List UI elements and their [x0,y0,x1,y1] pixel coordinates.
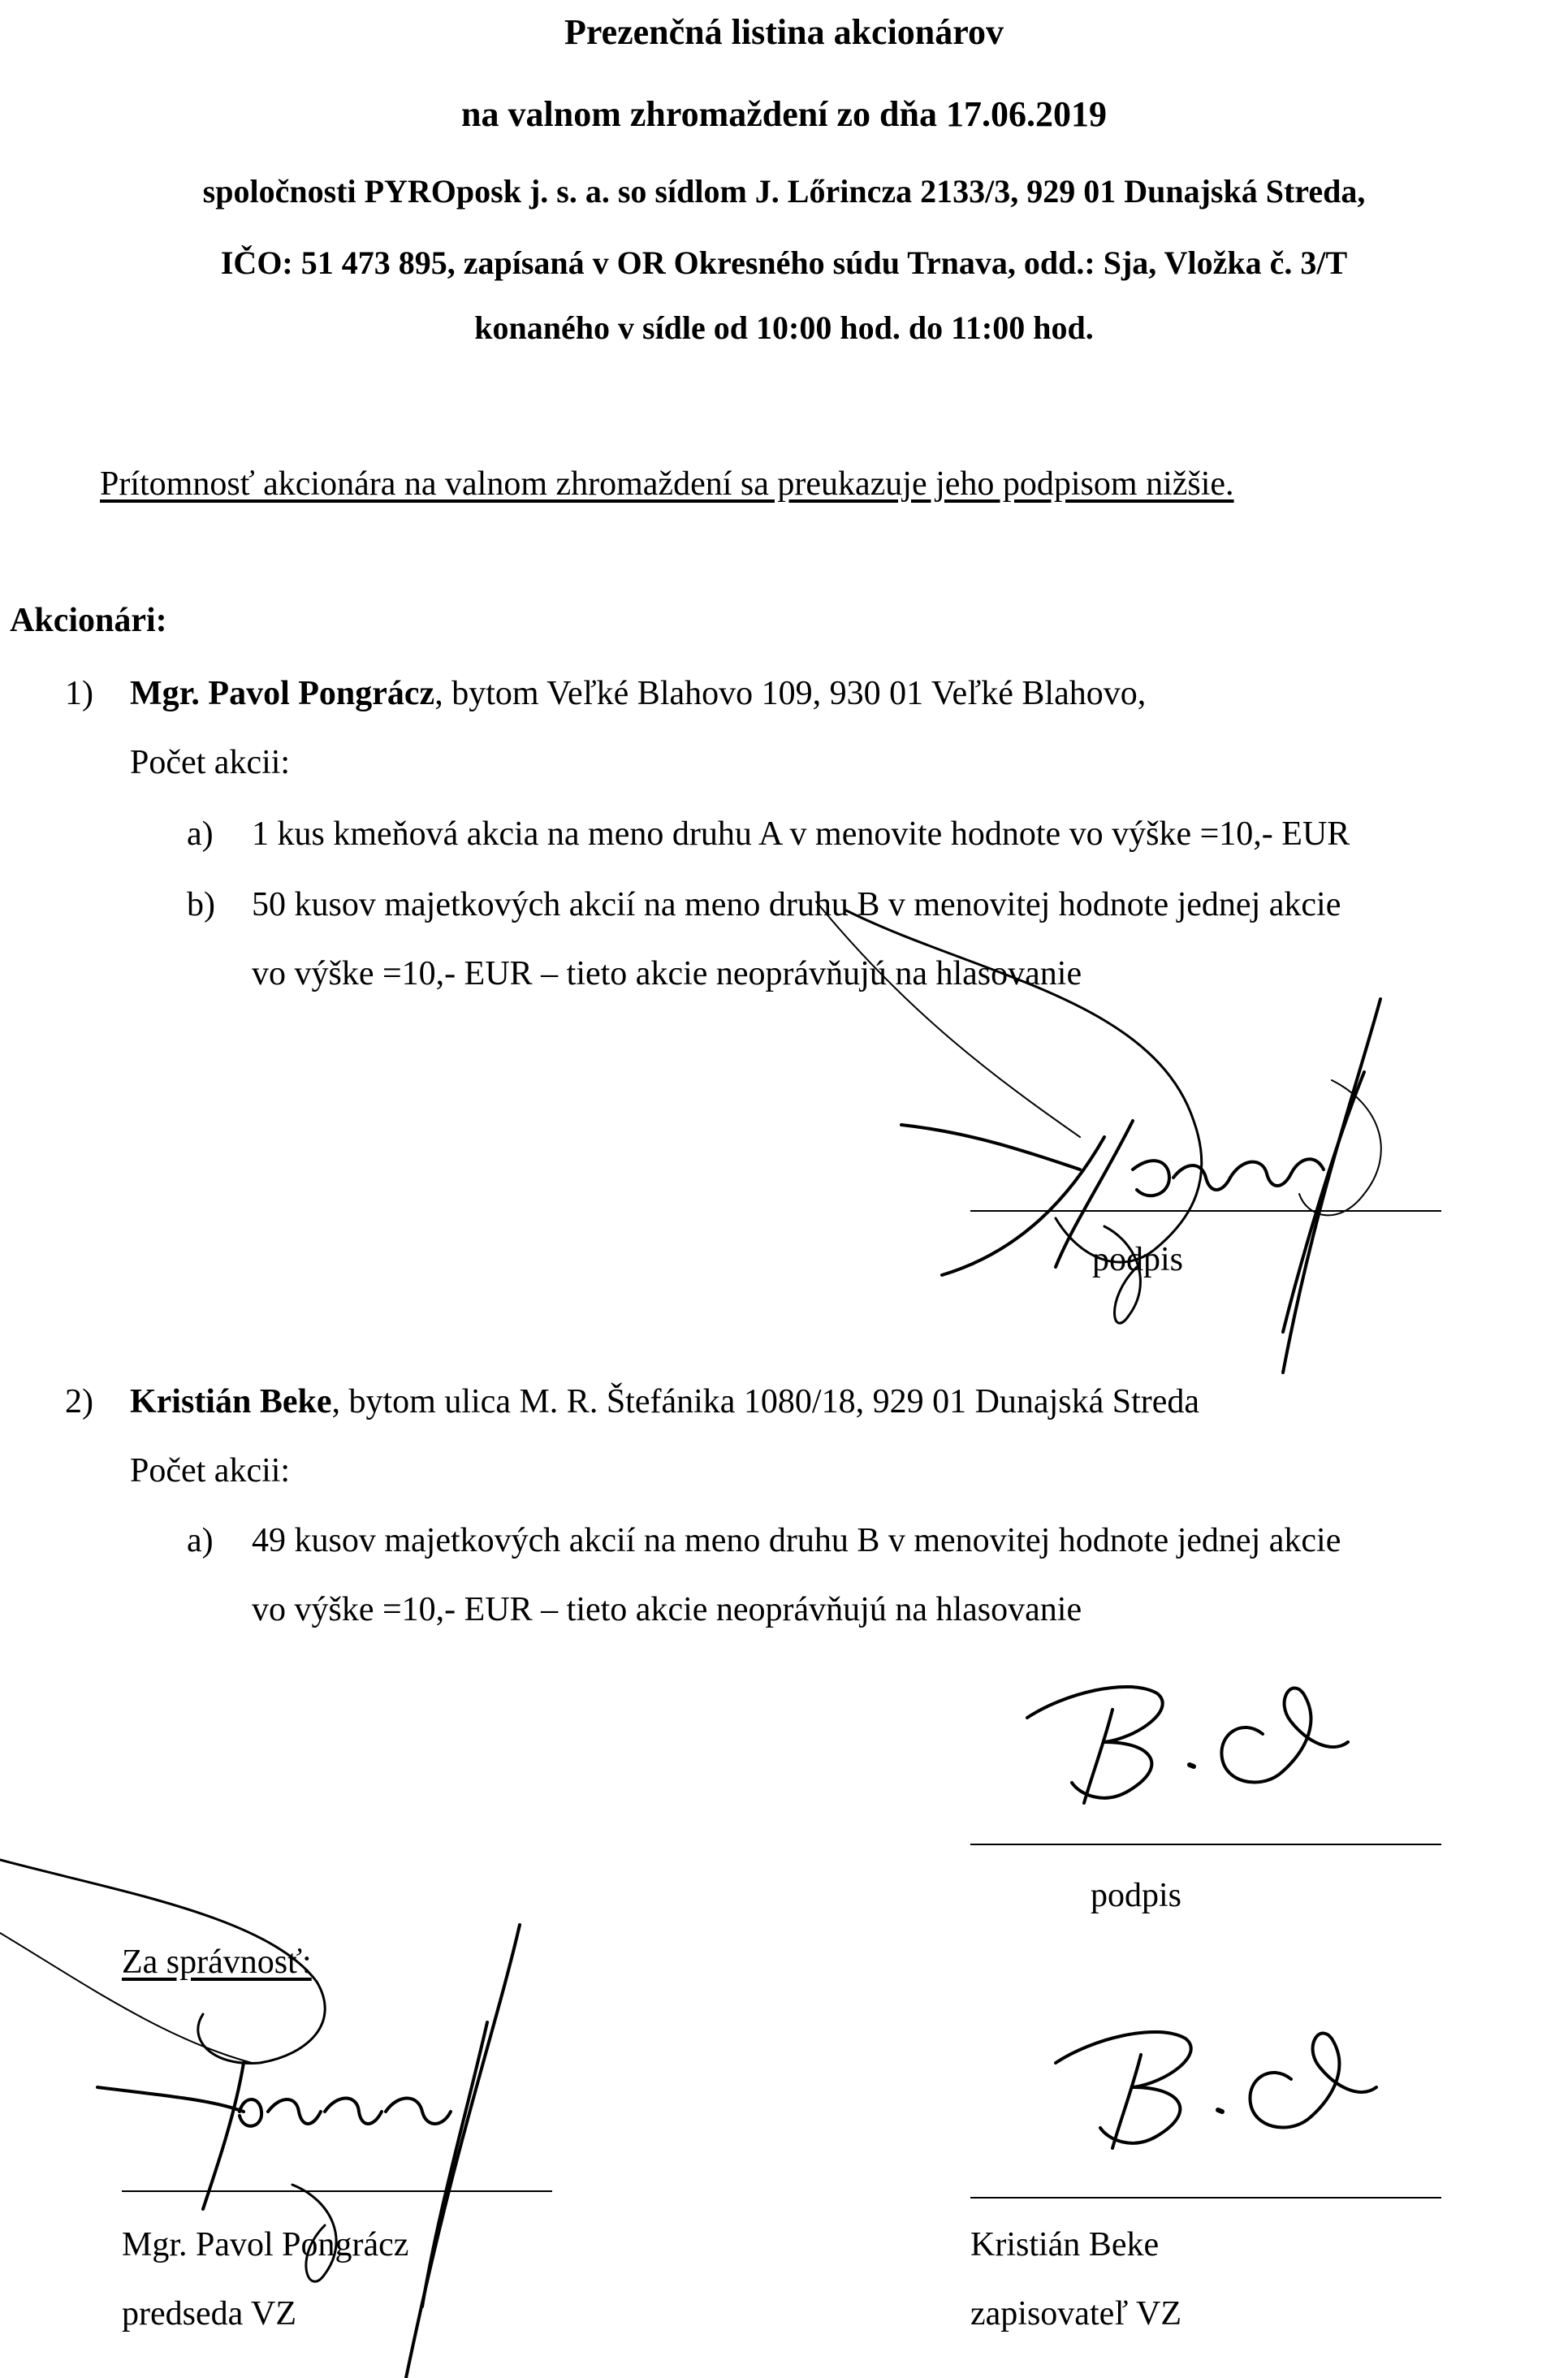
shareholder-1-share-b-text-cont: vo výške =10,- EUR – tieto akcie neoprávňujú na hlasovanie [252,955,1082,992]
shareholder-1-shares-label: Počet akcii: [130,744,291,781]
shareholder-2-signature-label: podpis [1091,1877,1182,1914]
document-title: Prezenčná listina akcionárov [564,12,1004,52]
verification-heading: Za správnosť: [122,1943,312,1981]
shareholder-1-signature-label: podpis [1092,1241,1184,1278]
shareholder-2-share-a-text: 49 kusov majetkových akcií na meno druhu B v menovitej hodnote jednej akcie [252,1522,1341,1559]
registry-line: IČO: 51 473 895, zapísaná v OR Okresného súdu Trnava, odd.: Sja, Vložka č. 3/T [220,244,1348,281]
beke-signature-1 [1015,1661,1372,1823]
shareholders-heading: Akcionári: [10,602,167,639]
company-line: spoločnosti PYROposk j. s. a. so sídlom J. Lőrincza 2133/3, 929 01 Dunajská Streda, [202,173,1366,210]
shareholder-2-entry [130,1382,1199,1421]
shareholder-1-name: Mgr. Pavol Pongrácz [130,675,435,712]
attendance-note: Prítomnosť akcionára na valnom zhromaždení sa preukazuje jeho podpisom nižšie. [100,465,1234,503]
verification-right-role: zapisovateľ VZ [970,2295,1182,2333]
verification-left-role: predseda VZ [122,2295,296,2333]
verification-left-name: Mgr. Pavol Pongrácz [122,2226,409,2263]
shareholder-1-share-a-letter: a) [187,815,214,853]
shareholder-1-share-b-text: 50 kusov majetkových akcií na meno druhu B v menovitej hodnote jednej akcie [252,886,1341,923]
beke-signature-2 [1043,2006,1401,2168]
shareholder-2-signature-line [970,1844,1441,1845]
shareholder-1-share-a-text: 1 kus kmeňová akcia na meno druhu A v menovite hodnote vo výške =10,- EUR [252,815,1350,853]
meeting-time-line: konaného v sídle od 10:00 hod. do 11:00 hod. [474,309,1094,346]
document-subtitle-date: na valnom zhromaždení zo dňa 17.06.2019 [461,94,1107,134]
shareholder-2-shares-label: Počet akcii: [130,1452,291,1489]
shareholder-1-address: , bytom Veľké Blahovo 109, 930 01 Veľké Blahovo, [434,675,1147,712]
shareholder-2-share-a-text-cont: vo výške =10,- EUR – tieto akcie neoprávňujú na hlasovanie [252,1591,1082,1628]
verification-right-name: Kristián Beke [970,2226,1160,2263]
shareholder-1-share-b-letter: b) [187,886,215,923]
shareholder-2-share-a-letter: a) [187,1522,214,1559]
verification-left-signature-line [122,2190,552,2192]
verification-right-signature-line [970,2197,1441,2199]
shareholder-2-name: Kristián Beke [130,1383,332,1420]
shareholder-2-number: 2) [65,1383,93,1420]
shareholder-1-number: 1) [65,675,93,712]
shareholder-2-address: , bytom ulica M. R. Štefánika 1080/18, 929 01 Dunajská Streda [331,1383,1200,1420]
